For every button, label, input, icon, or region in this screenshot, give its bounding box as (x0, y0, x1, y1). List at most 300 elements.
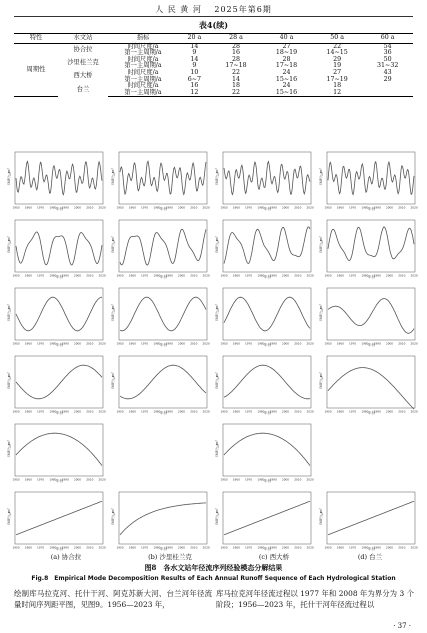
metric-cell: 第一主周期/a (108, 90, 178, 97)
value-cell: 15~16 (261, 90, 312, 97)
value-cell: 54 (383, 42, 392, 50)
x-tick-label: 2000 (177, 205, 186, 210)
x-tick-label: 1970 (37, 341, 45, 346)
imf-plot (318, 284, 418, 348)
y-axis-label: IMF/亿m³ (319, 168, 323, 185)
x-tick-label: 1950 (12, 409, 20, 414)
plot-frame (119, 288, 207, 340)
value-cell: 14~15 (326, 49, 348, 57)
x-tick-label: 1990 (269, 205, 277, 210)
x-tick-label: 1960 (232, 409, 240, 414)
x-tick-label: 2010 (86, 477, 94, 482)
x-tick-label: 1960 (24, 477, 32, 482)
x-tick-label: 2000 (177, 545, 186, 550)
value-cell: 27 (333, 69, 342, 77)
table-row (14, 83, 413, 90)
x-tick-label: 2000 (385, 545, 394, 550)
x-tick-label: 1980 (49, 205, 57, 210)
metric-cell: 第一主周期/a (124, 75, 162, 83)
x-axis-label: 年份 (160, 343, 167, 347)
x-tick-label: 2020 (98, 273, 106, 278)
imf-plot (6, 420, 106, 484)
figure-title-en: Fig.8 Empirical Mode Decomposition Results of Each Annual Runoff Sequence of Each Hydrological Station (31, 575, 396, 582)
x-tick-label: 1990 (165, 341, 173, 346)
x-tick-label: 1960 (336, 545, 344, 550)
value-cell: 50 (383, 55, 392, 63)
x-tick-label: 1950 (116, 545, 124, 550)
value-cell: 18 (231, 82, 240, 90)
figure-title-zh: 图8 各水文站年径流序列经验模态分解结果 (144, 563, 283, 572)
station-cell: 协合拉 (73, 45, 93, 53)
value-cell: 36 (383, 49, 392, 57)
x-tick-label: 1960 (232, 545, 240, 550)
value-cell: 18 (333, 82, 342, 90)
x-tick-label: 1960 (24, 545, 32, 550)
y-axis-label: IMF/亿m³ (111, 236, 115, 253)
x-tick-label: 1950 (220, 477, 228, 482)
y-axis-label: IMF/亿m³ (215, 236, 219, 253)
x-tick-label: 2020 (98, 409, 106, 414)
x-tick-label: 2020 (410, 341, 418, 346)
imf-curve (16, 501, 102, 535)
x-tick-label: 1970 (37, 205, 45, 210)
x-tick-label: 2000 (281, 545, 290, 550)
x-tick-label: 1980 (49, 409, 57, 414)
x-tick-label: 1980 (49, 341, 57, 346)
imf-plot (6, 488, 106, 552)
x-tick-label: 1990 (61, 273, 69, 278)
x-tick-label: 1980 (153, 341, 161, 346)
y-axis-label: IMF/亿m³ (7, 440, 11, 457)
x-tick-label: 2010 (294, 205, 302, 210)
x-tick-label: 1960 (128, 273, 136, 278)
x-tick-label: 1970 (349, 273, 357, 278)
value-cell: 9 (192, 49, 197, 57)
x-tick-label: 1970 (245, 409, 253, 414)
x-tick-label: 1970 (245, 545, 253, 550)
table-header-row (14, 34, 413, 44)
x-tick-label: 1950 (12, 205, 20, 210)
x-tick-label: 2000 (73, 409, 82, 414)
x-tick-label: 1960 (24, 341, 32, 346)
y-axis-label: IMF/亿m³ (215, 168, 219, 185)
x-tick-label: 1950 (324, 273, 332, 278)
imf-panel (110, 148, 210, 212)
x-tick-label: 2000 (177, 409, 186, 414)
x-tick-label: 2010 (86, 545, 94, 550)
x-tick-label: 1970 (245, 273, 253, 278)
x-tick-label: 2000 (281, 477, 290, 482)
x-tick-label: 1980 (361, 545, 369, 550)
caption-b: (b) 沙里桂兰克 (148, 553, 192, 561)
x-axis-label: 年份 (56, 479, 63, 483)
imf-plot (214, 216, 314, 280)
imf-plot (318, 488, 418, 552)
imf-plot (6, 284, 106, 348)
col-header: 指标 (108, 34, 178, 44)
x-tick-label: 1950 (12, 477, 20, 482)
imf-curve (120, 229, 206, 265)
x-tick-label: 1960 (128, 545, 136, 550)
plot-frame (15, 220, 103, 272)
x-tick-label: 2020 (306, 205, 314, 210)
x-tick-label: 1990 (165, 409, 173, 414)
x-tick-label: 1980 (257, 273, 265, 278)
x-tick-label: 1990 (61, 205, 69, 210)
value-cell: 24 (282, 69, 291, 77)
x-axis-label: 年份 (368, 411, 375, 415)
imf-plot (214, 284, 314, 348)
x-tick-label: 2000 (73, 205, 82, 210)
x-tick-label: 1950 (116, 205, 124, 210)
metric-cell: 时间尺度/a (127, 55, 159, 63)
x-tick-label: 1950 (220, 273, 228, 278)
imf-plot (214, 420, 314, 484)
x-tick-label: 2010 (86, 409, 94, 414)
page-number: · 37 · (393, 622, 411, 630)
imf-panel (214, 216, 314, 280)
x-tick-label: 2010 (398, 341, 406, 346)
x-tick-label: 1970 (245, 205, 253, 210)
station-cell: 西大桥 (73, 72, 93, 80)
imf-curve (120, 365, 206, 399)
x-tick-label: 2020 (202, 341, 210, 346)
col-header: 20 a (178, 34, 211, 44)
imf-plot (318, 148, 418, 212)
plot-frame (119, 356, 207, 408)
x-tick-label: 2010 (294, 545, 302, 550)
x-tick-label: 1970 (37, 273, 45, 278)
x-axis-label: 年份 (368, 547, 375, 551)
value-cell: 12 (312, 90, 363, 97)
x-tick-label: 2000 (177, 341, 186, 346)
imf-curve (16, 161, 102, 194)
x-axis-label: 年份 (264, 275, 271, 279)
imf-curve (16, 232, 102, 265)
imf-panel (214, 488, 314, 552)
x-tick-label: 2010 (86, 273, 94, 278)
x-tick-label: 2020 (306, 341, 314, 346)
x-tick-label: 1970 (141, 545, 149, 550)
x-tick-label: 2020 (410, 545, 418, 550)
x-axis-label: 年份 (264, 411, 271, 415)
x-tick-label: 1960 (336, 409, 344, 414)
x-tick-label: 1960 (336, 205, 344, 210)
value-cell: 14 (190, 42, 199, 50)
x-tick-label: 1980 (257, 477, 265, 482)
imf-curve (328, 227, 414, 261)
x-tick-label: 2010 (190, 273, 198, 278)
x-tick-label: 1980 (49, 477, 57, 482)
x-tick-label: 1960 (24, 409, 32, 414)
x-axis-label: 年份 (56, 411, 63, 415)
x-tick-label: 1990 (165, 545, 173, 550)
value-cell: 17~18 (275, 62, 298, 70)
x-tick-label: 1990 (61, 477, 69, 482)
imf-plot (110, 284, 210, 348)
x-tick-label: 1950 (324, 545, 332, 550)
plot-frame (223, 356, 311, 408)
value-cell (362, 83, 413, 90)
x-tick-label: 1990 (373, 409, 381, 414)
imf-panel (214, 148, 314, 212)
value-cell: 16 (231, 49, 240, 57)
imf-panel (214, 284, 314, 348)
imf-curve (120, 161, 206, 194)
station-cell: 台兰 (76, 85, 90, 93)
x-tick-label: 1970 (245, 341, 253, 346)
metric-cell: 第一主周期/a (124, 49, 162, 57)
x-tick-label: 2020 (306, 273, 314, 278)
x-tick-label: 1980 (257, 205, 265, 210)
value-cell: 43 (383, 69, 392, 77)
x-tick-label: 1950 (220, 409, 228, 414)
x-tick-label: 1990 (269, 545, 277, 550)
metric-cell: 第一主周期/a (124, 62, 162, 70)
x-tick-label: 2000 (385, 341, 394, 346)
value-cell: 24 (282, 82, 291, 90)
x-axis-label: 年份 (160, 275, 167, 279)
value-cell: 22 (211, 90, 262, 97)
x-tick-label: 1970 (349, 205, 357, 210)
plot-frame (327, 152, 415, 204)
imf-plot (318, 352, 418, 416)
y-axis-label: IMF/亿m³ (111, 304, 115, 321)
x-tick-label: 2010 (86, 205, 94, 210)
imf-curve (16, 365, 102, 399)
imf-curve (224, 501, 310, 535)
value-cell: 16 (190, 82, 199, 90)
y-axis-label: IMF/亿m³ (319, 372, 323, 389)
x-tick-label: 1970 (141, 205, 149, 210)
imf-plot (6, 148, 106, 212)
y-axis-label: IMF/亿m³ (111, 372, 115, 389)
value-cell: 28 (231, 42, 240, 50)
x-tick-label: 1980 (361, 205, 369, 210)
x-tick-label: 1990 (269, 273, 277, 278)
x-tick-label: 1980 (257, 545, 265, 550)
x-tick-label: 1980 (361, 409, 369, 414)
x-tick-label: 1980 (153, 205, 161, 210)
x-tick-label: 1970 (349, 341, 357, 346)
x-tick-label: 2000 (281, 205, 290, 210)
x-tick-label: 2020 (410, 205, 418, 210)
x-tick-label: 1950 (324, 409, 332, 414)
imf-panel (6, 284, 106, 348)
x-tick-label: 2020 (410, 273, 418, 278)
x-tick-label: 1980 (153, 409, 161, 414)
imf-plot (214, 352, 314, 416)
x-tick-label: 1980 (153, 273, 161, 278)
x-axis-label: 年份 (368, 343, 375, 347)
imf-plot (318, 216, 418, 280)
x-axis-label: 年份 (56, 275, 63, 279)
x-tick-label: 1960 (336, 341, 344, 346)
imf-curve (328, 501, 414, 535)
x-tick-label: 2010 (398, 273, 406, 278)
x-tick-label: 2010 (398, 545, 406, 550)
x-tick-label: 2000 (385, 409, 394, 414)
x-tick-label: 1950 (220, 341, 228, 346)
x-axis-label: 年份 (264, 343, 271, 347)
x-axis-label: 年份 (160, 547, 167, 551)
x-tick-label: 1950 (116, 409, 124, 414)
x-tick-label: 1970 (141, 409, 149, 414)
x-tick-label: 1960 (24, 205, 32, 210)
category-cell: 周期性 (14, 43, 58, 97)
col-header: 60 a (362, 34, 413, 44)
x-tick-label: 1950 (220, 545, 228, 550)
value-cell: 19 (333, 62, 342, 70)
x-tick-label: 1970 (245, 477, 253, 482)
x-tick-label: 1950 (12, 545, 20, 550)
value-cell: 9 (192, 62, 197, 70)
imf-curve (224, 227, 310, 264)
emd-figure-grid (6, 148, 422, 551)
x-tick-label: 2020 (98, 477, 106, 482)
x-tick-label: 2000 (73, 273, 82, 278)
x-tick-label: 2020 (98, 545, 106, 550)
caption-c: (c) 西大桥 (258, 553, 290, 561)
imf-panel (6, 216, 106, 280)
x-tick-label: 2000 (385, 205, 394, 210)
x-tick-label: 1980 (49, 273, 57, 278)
x-tick-label: 2020 (202, 409, 210, 414)
imf-panel (6, 352, 106, 416)
value-cell: 17~18 (225, 62, 247, 70)
imf-panel (214, 352, 314, 416)
table-title: 表4(续) (198, 20, 229, 30)
x-tick-label: 1990 (165, 205, 173, 210)
x-axis-label: 年份 (264, 479, 271, 483)
imf-plot (6, 216, 106, 280)
imf-plot (214, 148, 314, 212)
value-cell: 10 (190, 69, 199, 77)
x-tick-label: 2010 (398, 205, 406, 210)
imf-curve (120, 297, 206, 331)
x-tick-label: 1960 (232, 205, 240, 210)
x-tick-label: 2000 (73, 477, 82, 482)
x-tick-label: 1990 (269, 409, 277, 414)
running-header: 人 民 黄 河 2025年第6期 (155, 5, 272, 14)
x-tick-label: 1950 (220, 205, 228, 210)
imf-plot (214, 488, 314, 552)
y-axis-label: IMF/亿m³ (319, 236, 323, 253)
col-header: 28 a (211, 34, 262, 44)
x-tick-label: 2020 (306, 545, 314, 550)
value-cell: 28 (282, 55, 291, 63)
x-tick-label: 2020 (202, 545, 210, 550)
plot-frame (119, 220, 207, 272)
x-axis-label: 年份 (264, 207, 271, 211)
imf-panel (110, 352, 210, 416)
results-table (14, 33, 413, 97)
caption-d: (d) 台兰 (357, 553, 383, 561)
imf-panel (6, 420, 106, 484)
x-tick-label: 2010 (190, 409, 198, 414)
x-tick-label: 1980 (49, 545, 57, 550)
x-tick-label: 1960 (128, 341, 136, 346)
x-tick-label: 1990 (61, 409, 69, 414)
imf-panel (318, 284, 418, 348)
x-tick-label: 2010 (398, 409, 406, 414)
imf-panel (110, 284, 210, 348)
x-axis-label: 年份 (56, 207, 63, 211)
x-tick-label: 2020 (306, 409, 314, 414)
imf-curve (328, 299, 414, 334)
x-tick-label: 1990 (165, 273, 173, 278)
value-cell: 15~16 (275, 75, 298, 83)
plot-frame (327, 356, 415, 408)
caption-a: (a) 协合拉 (50, 553, 82, 561)
imf-panel (318, 216, 418, 280)
plot-frame (15, 356, 103, 408)
imf-plot (110, 148, 210, 212)
imf-panel (110, 216, 210, 280)
x-tick-label: 1970 (349, 409, 357, 414)
y-axis-label: IMF/亿m³ (111, 168, 115, 185)
y-axis-label: IMF/亿m³ (7, 508, 11, 525)
col-header: 50 a (312, 34, 363, 44)
x-axis-label: 年份 (264, 547, 271, 551)
col-header: 特性 (14, 34, 58, 44)
x-tick-label: 2010 (190, 205, 198, 210)
y-axis-label: IMF/亿m³ (319, 304, 323, 321)
x-tick-label: 2020 (202, 205, 210, 210)
x-tick-label: 1980 (361, 273, 369, 278)
x-tick-label: 1990 (373, 205, 381, 210)
value-cell: 22 (231, 69, 240, 77)
imf-panel (318, 488, 418, 552)
x-tick-label: 2010 (294, 341, 302, 346)
imf-plot (110, 352, 210, 416)
imf-panel (318, 148, 418, 212)
x-tick-label: 1990 (373, 545, 381, 550)
imf-curve (16, 433, 102, 466)
x-tick-label: 1950 (116, 273, 124, 278)
x-tick-label: 1990 (373, 341, 381, 346)
x-tick-label: 2020 (98, 341, 106, 346)
x-tick-label: 1970 (37, 409, 45, 414)
x-tick-label: 1950 (12, 341, 20, 346)
plot-frame (119, 492, 207, 544)
plot-frame (15, 424, 103, 476)
y-axis-label: IMF/亿m³ (215, 372, 219, 389)
x-axis-label: 年份 (160, 207, 167, 211)
imf-plot (110, 216, 210, 280)
x-tick-label: 1950 (324, 341, 332, 346)
value-cell: 14 (190, 55, 199, 63)
y-axis-label: IMF/亿m³ (215, 440, 219, 457)
x-tick-label: 2000 (281, 341, 290, 346)
value-cell: 27 (282, 42, 291, 50)
x-tick-label: 2000 (73, 545, 82, 550)
x-tick-label: 2020 (98, 205, 106, 210)
imf-curve (224, 433, 310, 466)
x-tick-label: 1980 (257, 409, 265, 414)
plot-frame (223, 220, 311, 272)
value-cell: 29 (383, 75, 392, 83)
imf-panel (6, 488, 106, 552)
y-axis-label: IMF/亿m³ (215, 304, 219, 321)
x-tick-label: 1970 (349, 545, 357, 550)
x-tick-label: 2010 (190, 341, 198, 346)
x-tick-label: 1980 (153, 545, 161, 550)
x-tick-label: 1950 (116, 341, 124, 346)
imf-panel (318, 352, 418, 416)
body-text-right: 库马拉克河年径流过程以 1977 年和 2008 年为界分为 3 个阶段；1956—2023 年，托什干河年径流过程以 (216, 589, 414, 609)
x-tick-label: 2010 (294, 477, 302, 482)
